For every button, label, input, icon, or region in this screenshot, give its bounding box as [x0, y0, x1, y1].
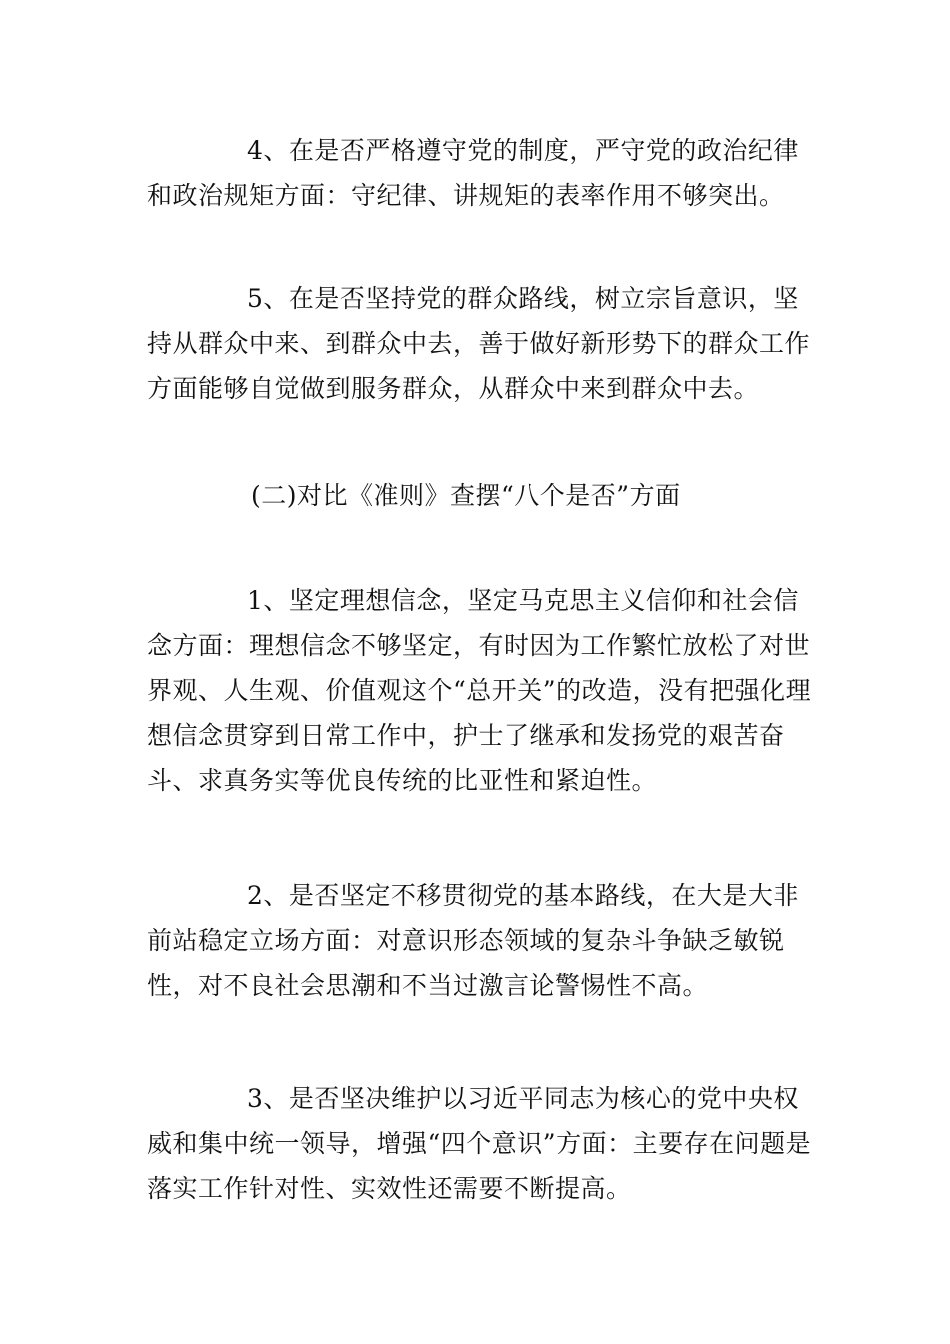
paragraph-5-mass-line: 5、在是否坚持党的群众路线，树立宗旨意识，坚持从群众中来、到群众中去，善于做好新形势下的群众工作方面能够自觉做到服务群众，从群众中来到群众中去。	[147, 284, 811, 403]
paragraph-3-four-consciousness: 3、是否坚决维护以习近平同志为核心的党中央权威和集中统一领导，增强“四个意识”方面：主要存在问题是落实工作针对性、实效性还需要不断提高。	[147, 1084, 812, 1203]
section-heading-eight-whethers: (二)对比《准则》查摆“八个是否”方面	[251, 481, 681, 510]
paragraph-4-party-discipline: 4、在是否严格遵守党的制度，严守党的政治纪律和政治规矩方面：守纪律、讲规矩的表率作用不够突出。	[147, 136, 799, 210]
paragraph-1-ideals-beliefs: 1、坚定理想信念，坚定马克思主义信仰和社会信念方面：理想信念不够坚定，有时因为工作繁忙放松了对世界观、人生观、价值观这个“总开关”的改造，没有把强化理想信念贯穿到日常工作中，护士了继承和发扬党的艰苦奋斗、求真务实等优良传统的比亚性和紧迫性。	[147, 586, 812, 795]
paragraph-2-basic-line: 2、是否坚定不移贯彻党的基本路线，在大是大非前站稳定立场方面：对意识形态领域的复杂斗争缺乏敏锐性，对不良社会思潮和不当过激言论警惕性不高。	[147, 881, 799, 1000]
